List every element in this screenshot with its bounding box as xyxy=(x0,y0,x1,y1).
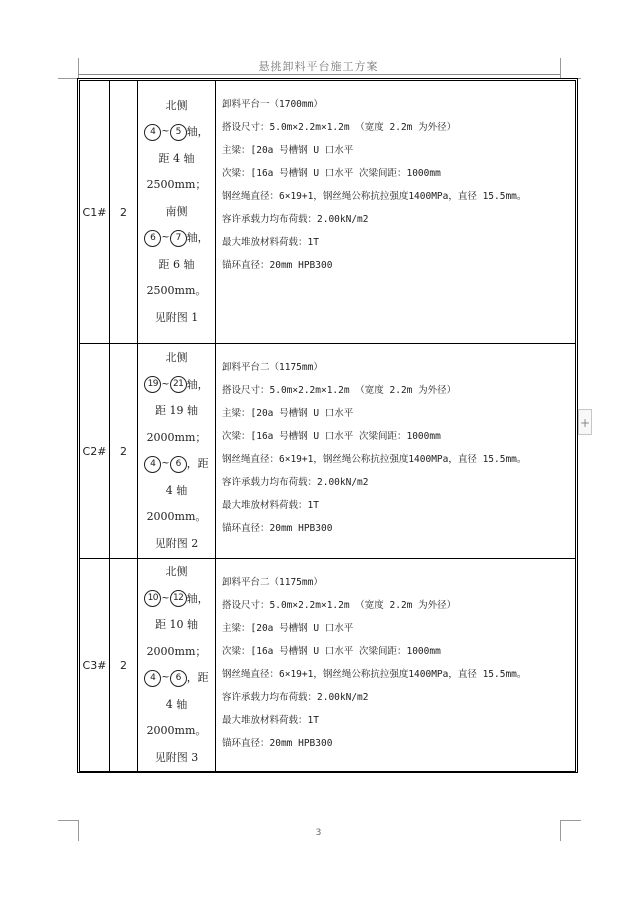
axis-number-badge: 21 xyxy=(170,376,187,393)
platform-quantity: 2 xyxy=(110,81,138,344)
range-tilde: ~ xyxy=(161,378,170,390)
location-axis-range xyxy=(140,119,213,146)
location-distance-value: 2500mm； xyxy=(146,178,207,192)
spec-line: 最大堆放材料荷载：1T xyxy=(222,237,319,248)
spec-line: 锚环直径：20mm HPB300 xyxy=(222,260,333,271)
spec-line: 次梁：[16a 号槽钢 U 口水平 次梁间距：1000mm xyxy=(222,431,441,442)
location-distance-value: 2000mm； xyxy=(146,430,207,444)
spec-line: 主梁：[20a 号槽钢 U 口水平 xyxy=(222,408,354,419)
range-tilde: ~ xyxy=(161,126,170,138)
location-distance-value: 2000mm。 xyxy=(146,724,207,737)
figure-reference: 见附图 2 xyxy=(154,536,199,550)
location-distance: 4 轴 xyxy=(165,483,188,497)
platform-id: C2# xyxy=(80,344,110,559)
axis-number-badge: 19 xyxy=(144,376,161,393)
add-section-button[interactable]: + xyxy=(578,409,592,435)
platform-table-frame xyxy=(77,78,578,773)
figure-reference: 见附图 3 xyxy=(154,750,199,764)
axis-number-badge: 5 xyxy=(170,124,187,141)
table-row xyxy=(80,81,576,344)
spec-line: 钢丝绳直径：6×19+1，钢丝绳公称抗拉强度1400MPa，直径 15.5mm。 xyxy=(222,191,527,202)
location-side: 南侧 xyxy=(165,204,188,218)
platform-spec xyxy=(216,344,576,559)
range-tilde: ~ xyxy=(161,232,170,244)
location-distance: 4 轴 xyxy=(165,697,188,711)
figure-reference: 见附图 1 xyxy=(154,310,199,324)
range-tilde: ~ xyxy=(161,672,170,683)
spec-line: 最大堆放材料荷载：1T xyxy=(222,500,319,511)
spec-line: 次梁：[16a 号槽钢 U 口水平 次梁间距：1000mm xyxy=(222,168,441,179)
spec-line: 容许承载力均布荷载：2.00kN/m2 xyxy=(222,477,369,488)
location-axis-range xyxy=(140,665,213,692)
axis-suffix: 轴， xyxy=(186,377,209,391)
location-axis-range xyxy=(140,451,213,478)
platform-location xyxy=(138,344,216,559)
location-distance-value: 2500mm。 xyxy=(146,284,207,298)
axis-suffix: ，距 xyxy=(186,671,209,684)
spec-line: 搭设尺寸：5.0m×2.2m×1.2m （宽度 2.2m 为外径） xyxy=(222,122,457,133)
table-row xyxy=(80,344,576,559)
header-rule xyxy=(78,74,560,75)
spec-line: 锚环直径：20mm HPB300 xyxy=(222,523,333,534)
platform-id: C1# xyxy=(80,81,110,344)
spec-line: 卸料平台一（1700mm） xyxy=(222,99,323,110)
spec-line: 卸料平台二（1175mm） xyxy=(222,362,323,373)
range-tilde: ~ xyxy=(161,592,170,604)
page-header-title: 悬挑卸料平台施工方案 xyxy=(258,60,379,73)
axis-number-badge: 7 xyxy=(170,230,187,247)
location-distance: 距 10 轴 xyxy=(155,618,198,631)
spec-line: 最大堆放材料荷载：1T xyxy=(222,715,319,726)
axis-number-badge: 6 xyxy=(144,230,161,247)
location-axis-range xyxy=(140,372,213,399)
platform-spec xyxy=(216,559,576,772)
location-side: 北侧 xyxy=(165,565,188,578)
spec-line: 钢丝绳直径：6×19+1，钢丝绳公称抗拉强度1400MPa，直径 15.5mm。 xyxy=(222,669,527,680)
spec-line: 次梁：[16a 号槽钢 U 口水平 次梁间距：1000mm xyxy=(222,646,441,657)
platform-location xyxy=(138,81,216,344)
location-side: 北侧 xyxy=(165,351,188,364)
axis-number-badge: 4 xyxy=(144,670,161,687)
spec-line: 钢丝绳直径：6×19+1，钢丝绳公称抗拉强度1400MPa，直径 15.5mm。 xyxy=(222,454,527,465)
spec-line: 容许承载力均布荷载：2.00kN/m2 xyxy=(222,692,369,703)
axis-suffix: ，距 xyxy=(186,457,209,470)
spec-line: 卸料平台二（1175mm） xyxy=(222,577,323,588)
platform-quantity: 2 xyxy=(110,344,138,559)
spec-line: 搭设尺寸：5.0m×2.2m×1.2m （宽度 2.2m 为外径） xyxy=(222,600,457,611)
location-distance-value: 2000mm； xyxy=(146,644,207,658)
platform-location xyxy=(138,559,216,772)
axis-number-badge: 12 xyxy=(170,590,187,607)
axis-suffix: 轴， xyxy=(186,591,209,605)
platform-quantity: 2 xyxy=(110,559,138,772)
spec-line: 锚环直径：20mm HPB300 xyxy=(222,738,333,749)
location-distance: 距 4 轴 xyxy=(158,151,195,165)
location-distance: 距 6 轴 xyxy=(158,257,195,271)
axis-suffix: 轴， xyxy=(186,231,209,245)
axis-number-badge: 6 xyxy=(170,670,187,687)
spec-line: 搭设尺寸：5.0m×2.2m×1.2m （宽度 2.2m 为外径） xyxy=(222,385,457,396)
axis-number-badge: 4 xyxy=(144,124,161,141)
axis-number-badge: 10 xyxy=(144,590,161,607)
location-axis-range xyxy=(140,586,213,613)
axis-number-badge: 4 xyxy=(144,456,161,473)
location-side: 北侧 xyxy=(165,98,188,112)
spec-line: 主梁：[20a 号槽钢 U 口水平 xyxy=(222,623,354,634)
range-tilde: ~ xyxy=(161,458,170,469)
axis-suffix: 轴， xyxy=(186,125,209,139)
table-row xyxy=(80,559,576,772)
location-distance: 距 19 轴 xyxy=(155,404,198,417)
platform-spec xyxy=(216,81,576,344)
platform-table xyxy=(79,80,576,772)
axis-number-badge: 6 xyxy=(170,456,187,473)
spec-line: 主梁：[20a 号槽钢 U 口水平 xyxy=(222,145,354,156)
spec-line: 容许承载力均布荷载：2.00kN/m2 xyxy=(222,214,369,225)
location-axis-range xyxy=(140,225,213,252)
page-number: 3 xyxy=(315,828,322,838)
location-distance-value: 2000mm。 xyxy=(146,510,207,523)
platform-id: C3# xyxy=(80,559,110,772)
